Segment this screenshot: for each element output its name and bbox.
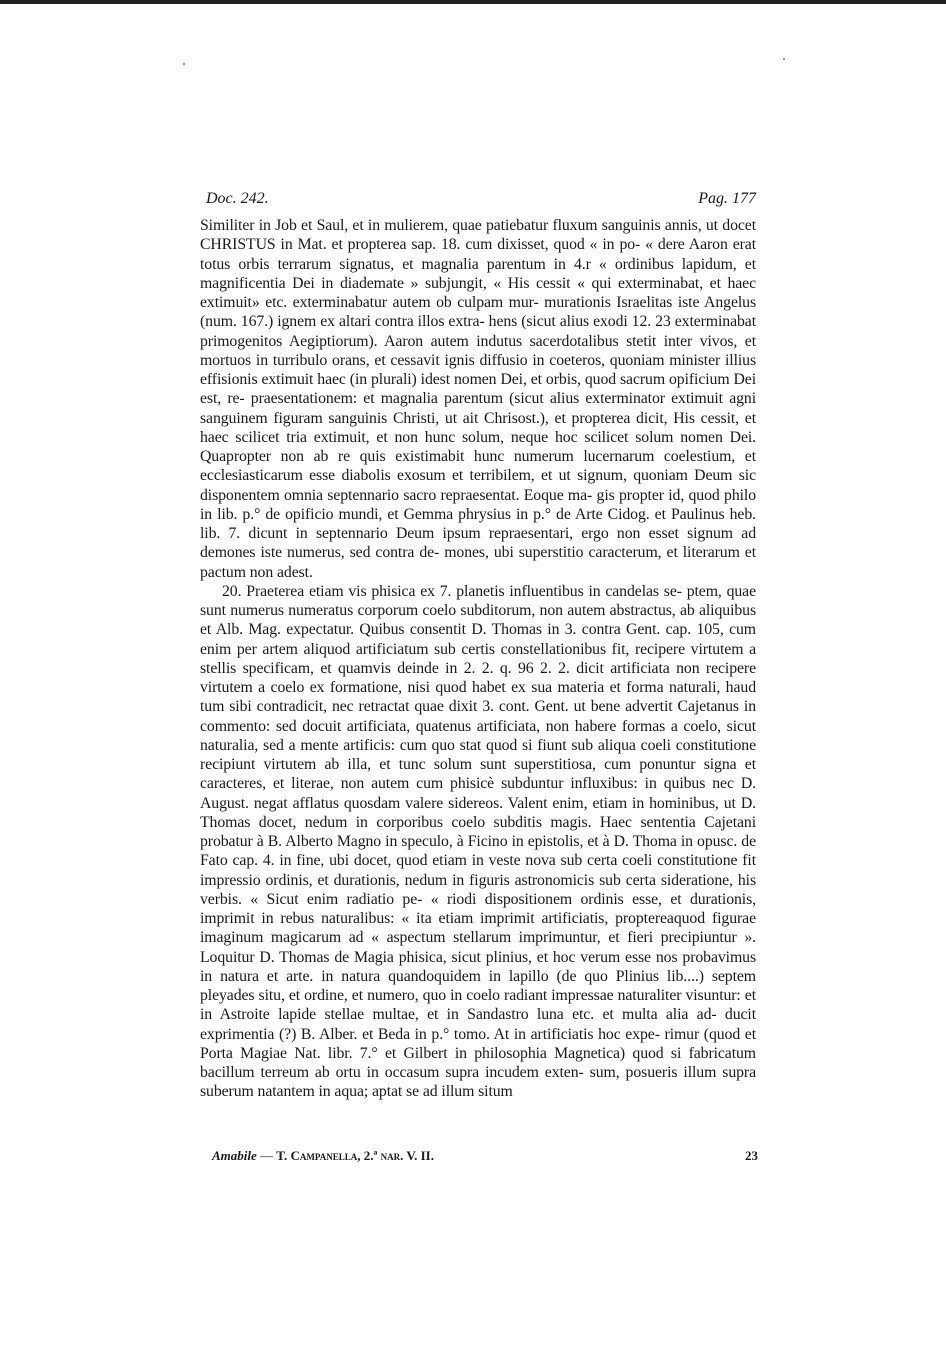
top-edge-rule (0, 0, 946, 4)
signature-mark: 23 (745, 1148, 758, 1163)
running-head (206, 190, 756, 212)
paper-speck (183, 63, 185, 65)
footer-title: T. Campanella, 2.ª nar. V. II. (276, 1148, 434, 1163)
document-reference: Doc. 242. (206, 190, 269, 207)
page-footer (212, 1148, 758, 1168)
paragraph-1: Similiter in Job et Saul, et in mulierem, quae patiebatur fluxum sanguinis annis, ut docet CHRISTUS in Mat. et propterea sap. 18. cum dixisset, quod « in po- « dere Aaron erat totus orbis terrarum signatus, et magnalia parentum in 4.r « ordinibus lapidum, et magnificentia Dei in diademate » subjungit, « His cessit « qui exterminabat, et haec extimuit» etc. exterminabatur autem ob culpam mur- murationis Israelitas iste Angelus (num. 167.) ignem ex altari contra illos extra- hens (sicut alius exodi 12. 23 exterminabat primogenitos Aegiptiorum). Aaron autem indutus sacerdotalibus stetit inter vivos, et mortuos in turribulo orans, et cessavit ignis diffusio in coeteros, quoniam minister illius effisionis extimuit haec (in plurali) idest nomen Dei, et orbis, quod sacrum opificium Dei est, re- praesentationem: et magnalia parentum (sicut alius exterminator extimuit agni sanguinem figuram sanguinis Christi, ut ait Chrisost.), et propterea dicit, His cessit, et haec scilicet tria extimuit, et non hunc solum, neque hoc scilicet solum nomen Dei. Quapropter non ab re quis existimabit hunc numerum lucernarum coelestium, et ecclesiasticarum esse diabolis exosum et terribilem, et ut signum, quoniam Deum sic disponentem omnia septennario sacro repraesentat. Eoque ma- gis propter id, quod philo in lib. p.° de opificio mundi, et Gemma phrysius in p.° de Arte Cidog. et Paulinus heb. lib. 7. dicunt in septennario Deum ipsum repraesentari, ergo non esset signum ad demones iste numerus, sed contra de- mones, ubi superstitio caracterum, et literarum et pactum non adest. (200, 217, 756, 581)
page-number: Pag. 177 (698, 190, 756, 207)
imprint-line (212, 1148, 434, 1164)
paper-speck (783, 58, 785, 60)
footer-dash: — (256, 1148, 277, 1163)
paragraph-2: 20. Praeterea etiam vis phisica ex 7. planetis influentibus in candelas se- ptem, quae sunt numerus numeratus corporum coelo subditorum, non autem abstractus, ab aliquibus et Alb. Mag. expectatur. Quibus consentit D. Thomas in 3. contra Gent. cap. 105, cum enim per artem aliquod artificiatum sub certis constellationibus fit, recipere virtutem a stellis specificam, et quamvis deinde in 2. 2. q. 96 2. 2. dicit artificiata non recipere virtutem a coelo ex formatione, nisi quod habet ex sua materia et forma naturali, haud tum sibi contradicit, nec retractat quae dixit 3. cont. Gent. ut bene advertit Cajetanus in commento: sed docuit artificiata, quatenus artificiata, non habere formas a coelo, sicut naturalia, sed a mente artificis: cum quo stat quod si fiunt sub aliqua coeli constitutione recipiunt virtutem ab illa, et tunc solum sunt superstitiosa, cum ponuntur signa et caracteres, et literae, non autem cum phisicè subduntur influxibus: in quibus nec D. August. negat afflatus quosdam valere sidereos. Valent enim, etiam in hominibus, ut D. Thomas docet, nedum in corporibus coelo subditis magis. Haec sententia Cajetani probatur à B. Alberto Magno in speculo, à Ficino in epistolis, et à D. Thoma in opusc. de Fato cap. 4. in fine, ubi docet, quod etiam in veste nova sub certa coeli constitutione fit impressio ordinis, et durationis, nedum in figuris astronomicis sub certa sideratione, his verbis. « Sicut enim radiatio pe- « riodi dispositionem ordinis esse, et durationis, imprimit in rebus naturalibus: « ita etiam imprimit artificiatis, proptereaquod figurae imaginum magicarum ad « aspectum stellarum imprimuntur, et fieri precipiuntur ». Loquitur D. Thomas de Magia phisica, sicut plinius, et hoc verum esse nos probavimus in natura et arte. in natura quandoquidem in lapillo (de quo Plinius lib....) septem pleyades situ, et ordine, et numero, quo in coelo radiant impressae naturaliter visuntur: et in Astroite lapide stellae multae, et in Sandastro luna etc. et multa alia ad- ducit exprimentia (?) B. Alber. et Beda in p.° tomo. At in artificiatis hoc expe- rimur (quod et Porta Magiae Nat. libr. 7.° et Gilbert in philosophia Magnetica) quod si fabricatum bacillum terreum ab ortu in occasum supra incudem exten- sum, posueris illum supra suberum natantem in aqua; aptat se ad illum situm (200, 582, 756, 1101)
footer-author: Amabile (212, 1148, 257, 1163)
body-text (200, 216, 756, 1102)
